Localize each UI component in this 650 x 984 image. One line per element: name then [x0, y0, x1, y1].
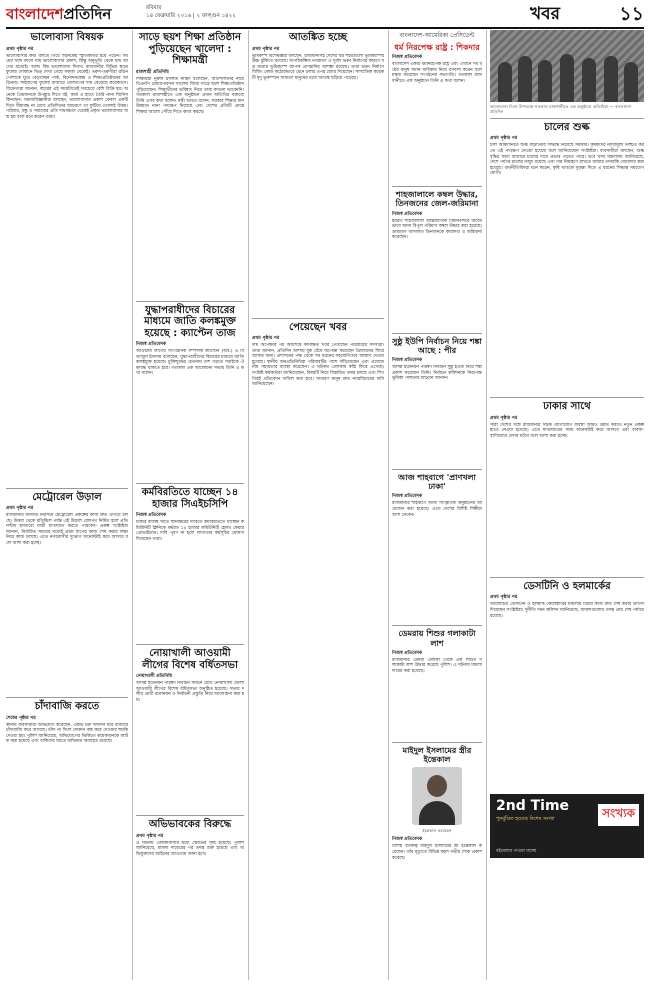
byline: শেষের পৃষ্ঠার পর: [6, 715, 36, 721]
divider: [490, 397, 644, 398]
byline: প্রথম পৃষ্ঠার পর: [6, 46, 34, 52]
byline: প্রথম পৃষ্ঠার পর: [490, 136, 518, 142]
column-4: [392, 30, 482, 980]
photo-figure: [604, 56, 618, 102]
column-divider: [388, 30, 389, 980]
obituary-portrait-photo: [412, 767, 462, 825]
byline: প্রথম পৃষ্ঠার পর: [490, 415, 518, 421]
newspaper-logo[interactable]: [6, 4, 111, 24]
photo-caption: ভালোবাসা দিবস উপলক্ষে গতকাল রাজধানীতে এক অনুষ্ঠানে অতিথিরা — বাংলাদেশ প্রতিদিন: [490, 104, 632, 115]
article-body: রাজধানীর ডেমরা এলাকা থেকে এক শিশুর গলাকাটা লাশ উদ্ধার করেছে পুলিশ। এ ঘটনায় মামলা দায়ের করা হয়েছে।: [392, 657, 482, 674]
byline: প্রথম পৃষ্ঠার পর: [252, 336, 280, 341]
page-number: ১১: [619, 3, 644, 25]
headline: ডেমরায় শিশুর গলাকাটা লাশ: [398, 629, 476, 648]
divider: [136, 483, 244, 484]
divider: [6, 697, 128, 698]
column-divider: [248, 30, 249, 980]
article-news-received[interactable]: [252, 322, 384, 944]
divider: [252, 318, 384, 319]
article-body: সারা দেশের সঙ্গে রাজধানীর সড়ক যোগাযোগ ব্যবস্থা আরও উন্নত করতে নতুন প্রকল্প হাতে নেওয়া হয়েছে। এতে যাতায়াতের সময় অনেকটাই কমে আসবে এবং ব্যবসা-বাণিজ্যের প্রসার ঘটবে বলে আশা করা হচ্ছে।: [490, 422, 644, 439]
headline: নোয়াখালী আওয়ামী লীগের বিশেষ বর্ধিতসভা: [142, 648, 238, 671]
kicker: বাংলাদেশ-আমেরিকা প্রেসিডেন্ট: [399, 32, 475, 39]
advertisement-banner[interactable]: [490, 794, 644, 858]
column-1: [6, 30, 128, 980]
article-guardian[interactable]: [136, 819, 244, 921]
divider: [136, 815, 244, 816]
article-body: রাজধানীর যানজট নিরসনে মেট্রোরেল প্রকল্পের কাজ দ্রুত এগিয়ে চলছে। উত্তরা থেকে মতিঝিল পর্যন্ত এই উড়াল রেলপথ নির্মিত হলে প্রতি ঘণ্টায় হাজারো যাত্রী যাতায়াত করতে পারবেন। প্রকল্প সংশ্লিষ্টরা জানান, নির্ধারিত সময়ের মধ্যেই প্রথম ধাপের কাজ শেষ করার লক্ষ্য নিয়ে কাজ চলছে। এতে নগরবাসীর দুর্ভোগ অনেকটাই কমে আসবে বলে আশা করা হচ্ছে।: [6, 513, 128, 546]
headline: অভিভাবকের বিরুদ্ধে: [148, 819, 232, 830]
article-body: চাকরি রাজস্ব খাতে স্থানান্তরের দাবিতে কর্মবিরতিতে যাচ্ছেন কমিউনিটি ক্লিনিকে কর্মরত ১৪ হাজার কমিউনিটি হেলথ কেয়ার প্রোভাইডার। দাবি পূরণ না হলে লাগাতার কর্মসূচির ঘোষণা দিয়েছেন তারা।: [136, 520, 244, 542]
logo-red-text: বাংলাদেশ: [6, 5, 64, 23]
divider: [392, 186, 482, 187]
headline: কর্মবিরতিতে যাচ্ছেন ১৪ হাজার সিএইচসিপি: [141, 487, 239, 510]
byline: নিজস্ব প্রতিবেদক: [392, 650, 423, 656]
byline: নিজস্ব প্রতিবেদক: [392, 55, 423, 61]
news-photo[interactable]: [490, 30, 644, 102]
photo-figure: [498, 62, 512, 102]
headline: ঢাকার সাথে: [543, 401, 591, 413]
article-with-dhaka[interactable]: [490, 401, 644, 573]
section-title: খবর: [530, 4, 560, 24]
byline: প্রথম পৃষ্ঠার পর: [6, 506, 34, 511]
headline: চাঁদাবাজি করতে: [34, 701, 100, 712]
divider: [136, 301, 244, 302]
divider: [490, 577, 644, 578]
headline: সাড়ে ছয়শ শিক্ষা প্রতিষ্ঠান পুড়িয়েছেন খালেদা : শিক্ষামন্ত্রী: [139, 32, 241, 66]
headline: ধর্ম নিরপেক্ষ রাষ্ট্র : শিকদার: [394, 43, 480, 52]
headline: যুদ্ধাপরাধীদের বিচারের মাধ্যমে জাতি কলঙ্কমুক্ত হয়েছে : ক্যাপ্টেন তাজ: [144, 304, 236, 339]
byline: প্রথম পৃষ্ঠার পর: [252, 46, 280, 52]
article-body: হযরত শাহজালাল আন্তর্জাতিক বিমানবন্দরে অবৈধভাবে আনা বিপুল পরিমাণ কম্বল উদ্ধার করা হয়েছে। ভ্রাম্যমাণ আদালত তিনজনকে কারাদণ্ড ও জরিমানা করেছেন।: [392, 218, 482, 241]
article-noakhali-awami-league[interactable]: [136, 648, 244, 811]
article-chandabaji[interactable]: [6, 701, 128, 963]
article-captain-taj[interactable]: [136, 305, 244, 480]
article-body: আলোচিত ডেসটিনি ও হলমার্ক কেলেঙ্কারির মামলার বিচার কাজ দ্রুত শেষ করার তাগিদ দিয়েছেন সংশ্লিষ্টরা। দুর্নীতি দমন কমিশন জানিয়েছে, মামলাগুলোর তদন্ত প্রায় শেষ পর্যায়ে রয়েছে।: [490, 602, 644, 619]
photo-caption: ইন্তেকাল করেছেন: [422, 828, 452, 834]
headline: চালের শুল্ক: [544, 121, 590, 133]
divider: [392, 469, 482, 470]
headline: মাইদুল ইসলামের স্ত্রীর ইন্তেকাল: [402, 745, 472, 764]
divider: [136, 644, 244, 645]
divider: [392, 742, 482, 743]
divider: [6, 488, 128, 489]
photo-figure: [538, 60, 552, 102]
photo-figure: [624, 62, 638, 102]
article-education-minister[interactable]: [136, 32, 244, 297]
headline: মেট্রোরেল উড়াল: [32, 491, 102, 503]
issue-day: রবিবার: [146, 5, 162, 11]
article-valobasha[interactable]: [6, 32, 128, 484]
article-body: আসন্ন ইউনিয়ন পরিষদ নির্বাচন সুষ্ঠু হওয়া নিয়ে শঙ্কা প্রকাশ করেছেন তিনি। নির্বাচন কমিশনকে নিরপেক্ষ ভূমিকা পালনের আহ্বান জানান।: [392, 364, 482, 382]
article-shahbag-event[interactable]: [392, 473, 482, 621]
masthead-divider: [6, 27, 644, 29]
byline: নিজস্ব প্রতিবেদক: [136, 342, 167, 347]
article-body: আসন্ন ইউনিয়ন পরিষদ নির্বাচন সামনে রেখে নোয়াখালী জেলা আওয়ামী লীগের বিশেষ বর্ধিতসভা অনুষ্ঠিত হয়েছে। সভায় দলীয় প্রার্থী মনোনয়ন ও নির্বাচনী প্রস্তুতি নিয়ে আলোচনা করা হয়।: [136, 681, 244, 703]
article-body: বাংলাদেশ একটি ধর্মনিরপেক্ষ রাষ্ট্র এবং এখানে সব ধর্মের মানুষ সমান অধিকার নিয়ে বসবাস করেন বলে মন্তব্য করেছেন সংগঠনের সভাপতি। গতকাল রাজধানীতে এক অনুষ্ঠানে তিনি এ কথা বলেন।: [392, 62, 482, 84]
article-up-election[interactable]: [392, 337, 482, 465]
article-obituary[interactable]: [392, 746, 482, 915]
column-divider: [486, 30, 487, 980]
column-3: [252, 30, 384, 980]
photo-figure: [518, 56, 532, 102]
headline: আজ শাহবাগে 'প্রাণখলা ঢাকা': [398, 472, 476, 492]
byline: নোয়াখালী প্রতিনিধি: [136, 674, 173, 679]
article-body: বিশিষ্ট ব্যক্তিত্ব মাইদুল ইসলামের স্ত্রী ইন্তেকাল করেছেন। তাঁর মৃত্যুতে বিভিন্ন মহল গভীর শোক প্রকাশ করেছে।: [392, 844, 482, 861]
article-shahjalal-blanket[interactable]: [392, 190, 482, 328]
headline: ভালোবাসা বিষয়ক: [30, 32, 104, 43]
article-body: দীর্ঘ অপেক্ষার পর অবশেষে কাঙ্ক্ষিত খবর পেয়েছেন পরিবারের সদস্যরা। তারা জানান, প্রতিদিন আশায় বুক বেঁধে অপেক্ষা করেছেন প্রিয়জনের ফিরে আসার জন্য। প্রশাসনের পক্ষ থেকে সব ধরনের সহযোগিতার আশ্বাস দেওয়া হয়েছে। স্থানীয় জনপ্রতিনিধিরা পরিবারটির পাশে দাঁড়িয়েছেন এবং প্রয়োজনীয় সহায়তার ব্যবস্থা করেছেন। এ ঘটনায় এলাকায় স্বস্তি ফিরে এসেছে। সংশ্লিষ্ট কর্মকর্তারা জানিয়েছেন, বিষয়টি নিয়ে বিস্তারিত তদন্ত চলছে এবং শিগগিরই প্রতিবেদন দাখিল করা হবে। সাধারণ মানুষ দ্রুত ন্যায়বিচারের দাবি জানিয়েছেন।: [252, 343, 384, 388]
photo-figure: [560, 54, 574, 102]
headline: শাহজালালে কম্বল উদ্ধার, তিনজনের জেল-জরিমানা: [395, 190, 479, 209]
divider: [490, 118, 644, 119]
logo-dark-text: প্রতিদিন: [63, 5, 112, 23]
issue-date-text: ১৪ ফেব্রুয়ারি ২০১৬ | ২ ফাল্গুন ১৪২২: [146, 13, 236, 19]
byline: রাজশাহী প্রতিনিধি: [136, 69, 169, 75]
headline: সুষ্ঠু ইউপি নির্বাচন নিয়ে শঙ্কা আছে : পীর: [392, 336, 482, 355]
headline: আতঙ্কিত হচ্ছে: [288, 32, 347, 43]
article-body: স্থানীয় ব্যবসায়ীরা অভিযোগ করেছেন, একটি চক্র দীর্ঘদিন ধরে বাজারে চাঁদাবাজি করে আসছে। চাঁদা না দিলে দোকান বন্ধ করে দেওয়ার হুমকি দেওয়া হয়। পুলিশ জানিয়েছে, অভিযোগের ভিত্তিতে কয়েকজনকে আটক করা হয়েছে এবং বাকিদের ধরতে অভিযান অব্যাহত রয়েছে।: [6, 722, 128, 745]
byline: নিজস্ব প্রতিবেদক: [392, 357, 423, 363]
column-2: [136, 30, 244, 980]
headline: ডেসটিনি ও হলমার্কের: [523, 580, 611, 592]
article-body: চাল আমদানিতে শুল্ক বাড়ানোর সিদ্ধান্ত নিয়েছে সরকার। কৃষকদের ন্যায্যমূল্য নিশ্চিত করতে এই পদক্ষেপ নেওয়া হয়েছে বলে জানিয়েছেন সংশ্লিষ্টরা। ব্যবসায়ীরা বলছেন, শুল্ক বৃদ্ধির ফলে বাজারে চালের দামে প্রভাব পড়তে পারে। তবে খাদ্য মন্ত্রণালয় জানিয়েছে, দেশে পর্যাপ্ত চালের মজুদ রয়েছে এবং দাম নিয়ন্ত্রণে রাখতে বাজার তদারকি জোরদার করা হয়েছে। অর্থনীতিবিদরা মনে করেন, কৃষি খাতকে সুরক্ষা দিতে এ ধরনের সিদ্ধান্ত সময়োপযোগী।: [490, 143, 644, 177]
article-body: ভালোবাসার কথা বলতে গিয়ে অনেকেই স্মৃতিকাতর হয়ে পড়েন। সময়ের সঙ্গে বদলে যায় ভালোবাসার প্রকাশ, কিন্তু অনুভূতি থেকে যায় আগের মতোই। আজ বিশ্ব ভালোবাসা দিবস। রাজধানীর বিভিন্ন স্থানে ফুলের দোকানে ভিড় দেখা গেছে সকাল থেকেই। তরুণ-তরুণীরা রঙিন পোশাকে ঘুরে বেড়াচ্ছেন পার্ক, বিনোদনকেন্দ্র ও শিক্ষাপ্রতিষ্ঠানের আঙিনায়। শাহবাগের ফুলের বাজারে গোলাপের দাম বেড়েছে কয়েকগুণ। বিক্রেতারা জানান, বছরের এই সময়টাতেই সবচেয়ে বেশি বিক্রি হয়। অনেকে প্রিয়জনকে উপহার দিতে বই, কার্ড ও হাতে তৈরি নানা জিনিস কিনছেন। সমাজবিজ্ঞানীরা বলছেন, ভালোবাসার প্রকাশ কেবল একটি দিনে সীমাবদ্ধ না রেখে প্রতিদিনের আচরণে তা ফুটিয়ে তোলাই উত্তম। পরিবার, বন্ধু ও সমাজের প্রতি দায়বদ্ধতা থেকেই প্রকৃত ভালোবাসার জন্ম হয় বলে মনে করেন তারা।: [6, 53, 128, 121]
column-divider: [132, 30, 133, 980]
headline: পেয়েছেন খবর: [289, 321, 347, 333]
article-destiny-hallmark[interactable]: [490, 581, 644, 791]
article-secular-state[interactable]: [392, 30, 482, 182]
ad-headline: 2nd Time: [496, 798, 570, 815]
byline: প্রথম পৃষ্ঠার পর: [136, 833, 164, 839]
article-body: আওয়ামী লীগের সাংগঠনিক সম্পাদক ক্যাপ্টেন (অব.) এ বি তাজুল ইসলাম বলেছেন, যুদ্ধাপরাধীদের বিচারের মাধ্যমে জাতি কলঙ্কমুক্ত হয়েছে। মুক্তিযুদ্ধের চেতনায় দেশ গড়তে সবাইকে ঐক্যবদ্ধ থাকতে হবে। গতকাল এক আলোচনা সভায় তিনি এ কথা বলেন।: [136, 349, 244, 377]
divider: [392, 625, 482, 626]
article-demra-child[interactable]: [392, 629, 482, 737]
article-body: রাজধানীর শাহবাগে আজ সাংস্কৃতিক অনুষ্ঠানের আয়োজন করা হয়েছে। এতে দেশের বিশিষ্ট শিল্পীরা অংশ নেবেন।: [392, 501, 482, 518]
divider: [392, 333, 482, 334]
article-body: শিক্ষামন্ত্রী নুরুল ইসলাম নাহিদ বলেছেন, আন্দোলনের নামে বিএনপি চেয়ারপারসন খালেদা জিয়া সাড়ে ছয়শ শিক্ষাপ্রতিষ্ঠান পুড়িয়েছেন। শিক্ষার্থীদের ভবিষ্যৎ নিয়ে তারা কখনো ভাবেননি। গতকাল রাজশাহীতে এক অনুষ্ঠানে প্রধান অতিথির বক্তব্যে তিনি এসব কথা বলেন। মন্ত্রী আরও বলেন, সরকার শিক্ষার মান উন্নয়নে নানা পদক্ষেপ নিয়েছে এবং দেশের প্রতিটি প্রান্তে শিক্ষার আলো পৌঁছে দিতে কাজ করছে।: [136, 76, 244, 116]
ad-brand-logo: সংখ্যক: [598, 804, 639, 826]
byline: নিজস্ব প্রতিবেদক: [136, 513, 167, 518]
article-earthquake[interactable]: [252, 32, 384, 314]
byline: নিজস্ব প্রতিবেদক: [392, 494, 423, 500]
column-5: [490, 30, 644, 980]
issue-date: [146, 4, 236, 20]
ad-subtext: পুনর্মুদ্রিত হয়েছে বিশেষ সংখ্যা: [496, 816, 555, 823]
article-metrorail[interactable]: [6, 492, 128, 694]
article-chcp-strike[interactable]: [136, 487, 244, 640]
byline: নিজস্ব প্রতিবেদক: [392, 211, 423, 217]
byline: নিজস্ব প্রতিবেদক: [392, 837, 423, 843]
article-body: এ ঘটনায় এলাকাবাসীর মধ্যে ক্ষোভের সৃষ্টি হয়েছে। পুলিশ জানিয়েছে, মামলা দায়েরের পর তদন্ত শুরু হয়েছে এবং অভিযুক্তদের আইনের আওতায় আনা হবে।: [136, 840, 244, 857]
article-rice-duty[interactable]: [490, 122, 644, 394]
masthead: [6, 4, 644, 26]
photo-figure: [582, 58, 596, 102]
article-body: ভূমিকম্প বিশেষজ্ঞরা বলছেন, রাজধানীসহ দেশের বড় শহরগুলো ভূমিকম্পের উচ্চ ঝুঁকিতে রয়েছে। অপরিকল্পিত নগরায়ণ ও দুর্বল ভবন নির্মাণের কারণে বড় মাত্রার ভূমিকম্পে ব্যাপক প্রাণহানির আশঙ্কা রয়েছে। তারা ভবন নির্মাণে বিল্ডিং কোড কঠোরভাবে মেনে চলার ওপর জোর দিয়েছেন। সাম্প্রতিক কয়েকটি মৃদু ভূকম্পনে সাধারণ মানুষের মধ্যে আতঙ্ক ছড়িয়ে পড়েছে।: [252, 53, 384, 81]
byline: প্রথম পৃষ্ঠার পর: [490, 595, 518, 601]
ad-footer-text: বইমেলায় পাওয়া যাচ্ছে: [496, 849, 536, 855]
